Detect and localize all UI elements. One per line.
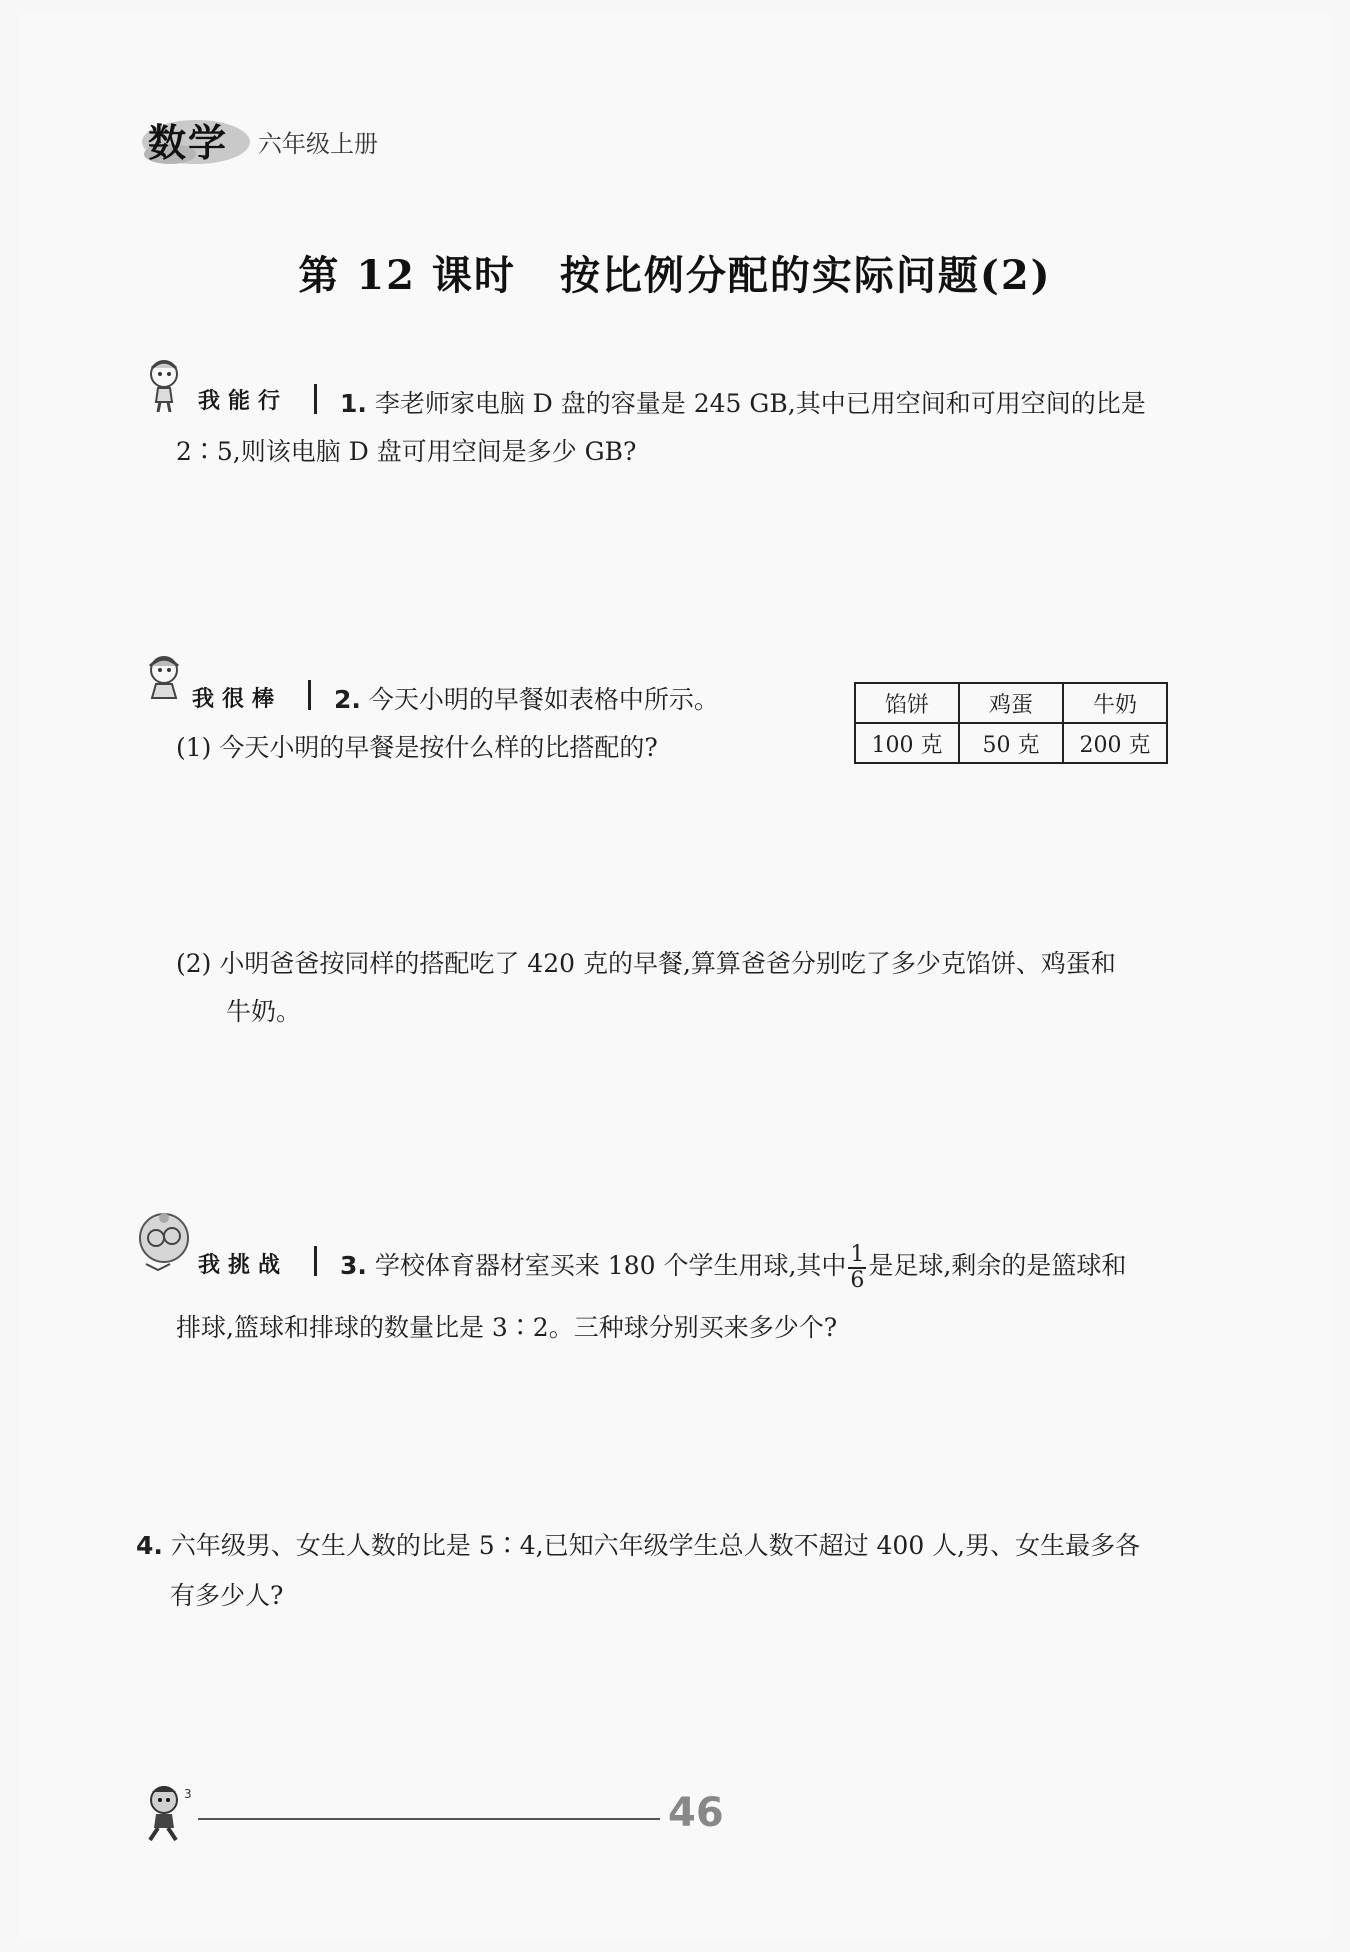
question-text: 六年级男、女生人数的比是 5∶4,已知六年级学生总人数不超过 400 人,男、女生最多各 <box>170 1531 1141 1560</box>
level-badge-1: 我能行 <box>198 389 289 414</box>
level-badge-3: 我挑战 <box>198 1253 289 1278</box>
svg-text:3: 3 <box>184 1787 192 1801</box>
question-4-line2: 有多少人? <box>170 1581 284 1610</box>
subject-title: 数学 <box>148 121 229 165</box>
cartoon-boy-icon <box>142 358 192 414</box>
grade-label: 六年级上册 <box>258 130 378 158</box>
page-number: 46 <box>668 1790 724 1836</box>
level-divider <box>314 1246 317 1276</box>
question-text: 学校体育器材室买来 180 个学生用球,其中 <box>374 1251 847 1280</box>
question-2 <box>334 682 719 718</box>
table-row <box>855 683 1167 723</box>
cartoon-kids-icon <box>136 1212 192 1274</box>
cartoon-runner-icon <box>138 1784 198 1846</box>
level-divider <box>314 384 317 414</box>
question-number: 3. <box>340 1251 367 1280</box>
question-4 <box>136 1528 1140 1564</box>
footer-rule <box>198 1818 660 1820</box>
question-3 <box>340 1236 1126 1296</box>
table-header-cell: 馅饼 <box>855 683 959 723</box>
breakfast-table <box>854 682 1168 764</box>
question-2-part-1: (1) 今天小明的早餐是按什么样的比搭配的? <box>176 733 658 762</box>
question-text: 李老师家电脑 D 盘的容量是 245 GB,其中已用空间和可用空间的比是 <box>374 389 1146 418</box>
fraction-one-sixth: $\frac{1}{6}$ <box>850 1241 865 1293</box>
question-number: 2. <box>334 685 361 714</box>
table-row <box>855 723 1167 763</box>
question-2-part-2-line2: 牛奶。 <box>226 997 302 1026</box>
question-number: 1. <box>340 389 367 418</box>
lesson-title <box>0 244 1350 301</box>
question-1-line2: 2∶5,则该电脑 D 盘可用空间是多少 GB? <box>176 437 637 466</box>
lesson-number: 第 12 课时 <box>298 252 516 299</box>
question-text-cont: 是足球,剩余的是篮球和 <box>868 1251 1127 1280</box>
table-header-cell: 鸡蛋 <box>959 683 1063 723</box>
table-cell: 50 克 <box>959 723 1063 763</box>
question-text: 今天小明的早餐如表格中所示。 <box>368 685 719 714</box>
question-1 <box>340 386 1146 422</box>
table-header-cell: 牛奶 <box>1063 683 1167 723</box>
question-3-line2: 排球,篮球和排球的数量比是 3∶2。三种球分别买来多少个? <box>176 1313 838 1342</box>
level-divider <box>308 680 311 710</box>
level-badge-2: 我很棒 <box>192 687 283 712</box>
table-cell: 200 克 <box>1063 723 1167 763</box>
question-2-part-2: (2) 小明爸爸按同样的搭配吃了 420 克的早餐,算算爸爸分别吃了多少克馅饼、鸡蛋和 <box>176 949 1116 978</box>
question-number: 4. <box>136 1531 163 1560</box>
lesson-name: 按比例分配的实际问题(2) <box>559 252 1052 299</box>
table-cell: 100 克 <box>855 723 959 763</box>
cartoon-girl-icon <box>142 652 192 708</box>
